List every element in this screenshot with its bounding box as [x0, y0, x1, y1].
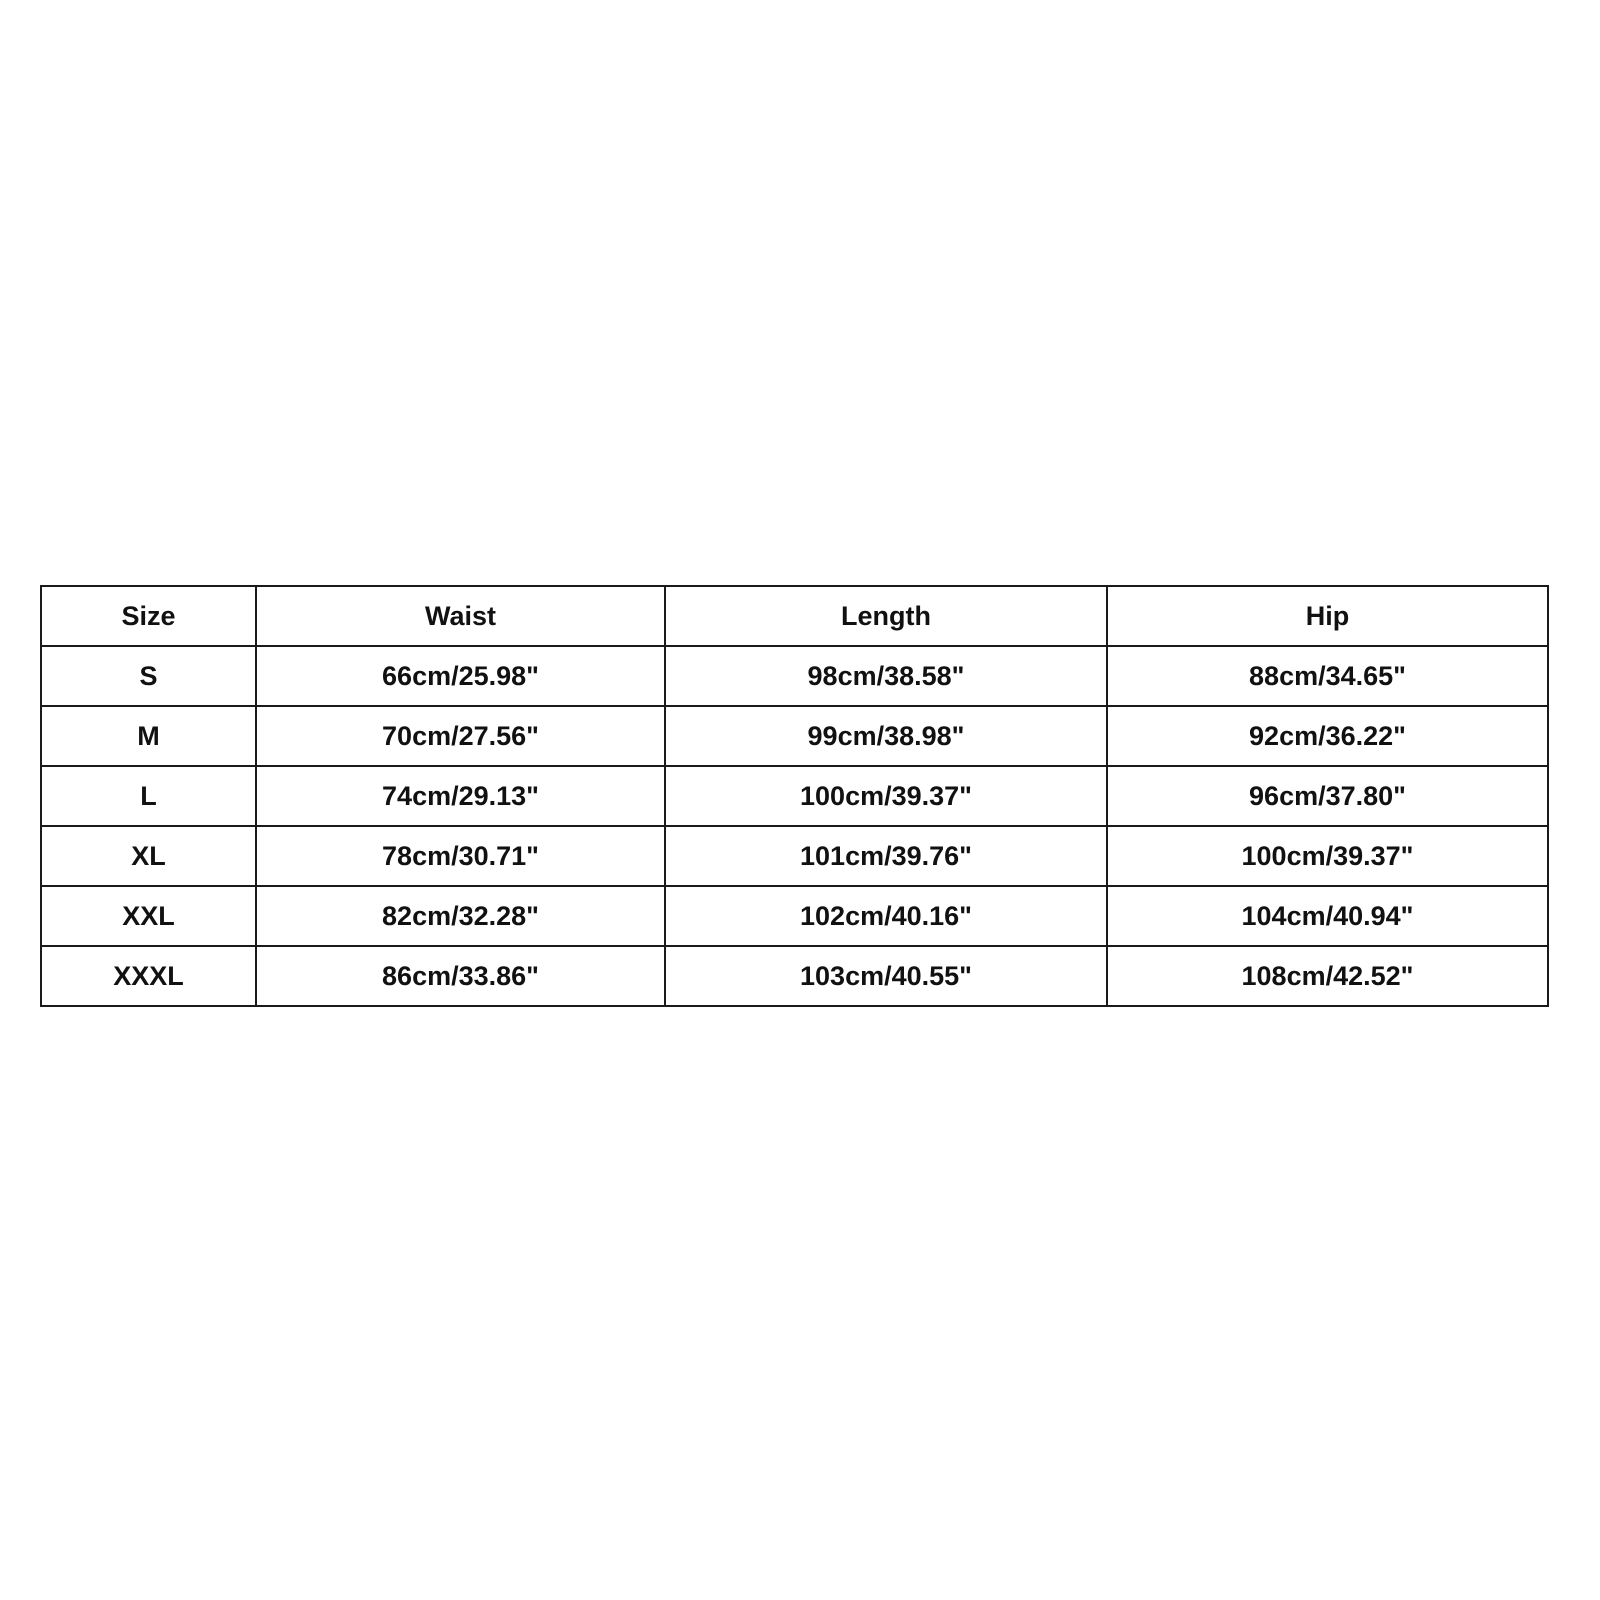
waist-cell: 86cm/33.86": [256, 946, 665, 1006]
waist-cell: 70cm/27.56": [256, 706, 665, 766]
waist-cell: 82cm/32.28": [256, 886, 665, 946]
size-cell: S: [41, 646, 256, 706]
length-cell: 101cm/39.76": [665, 826, 1107, 886]
hip-cell: 92cm/36.22": [1107, 706, 1548, 766]
hip-cell: 108cm/42.52": [1107, 946, 1548, 1006]
table-row: [41, 886, 1548, 946]
hip-cell: 100cm/39.37": [1107, 826, 1548, 886]
header-size: Size: [41, 586, 256, 646]
table-row: [41, 646, 1548, 706]
hip-cell: 104cm/40.94": [1107, 886, 1548, 946]
hip-cell: 88cm/34.65": [1107, 646, 1548, 706]
table-row: [41, 946, 1548, 1006]
waist-cell: 74cm/29.13": [256, 766, 665, 826]
table-row: [41, 706, 1548, 766]
length-cell: 100cm/39.37": [665, 766, 1107, 826]
size-cell: M: [41, 706, 256, 766]
table-row: [41, 766, 1548, 826]
length-cell: 98cm/38.58": [665, 646, 1107, 706]
header-waist: Waist: [256, 586, 665, 646]
header-length: Length: [665, 586, 1107, 646]
header-hip: Hip: [1107, 586, 1548, 646]
size-cell: XXXL: [41, 946, 256, 1006]
size-cell: L: [41, 766, 256, 826]
length-cell: 102cm/40.16": [665, 886, 1107, 946]
length-cell: 99cm/38.98": [665, 706, 1107, 766]
waist-cell: 78cm/30.71": [256, 826, 665, 886]
size-chart-table: [40, 585, 1549, 1007]
waist-cell: 66cm/25.98": [256, 646, 665, 706]
hip-cell: 96cm/37.80": [1107, 766, 1548, 826]
length-cell: 103cm/40.55": [665, 946, 1107, 1006]
header-row: [41, 586, 1548, 646]
table-row: [41, 826, 1548, 886]
size-cell: XL: [41, 826, 256, 886]
size-cell: XXL: [41, 886, 256, 946]
